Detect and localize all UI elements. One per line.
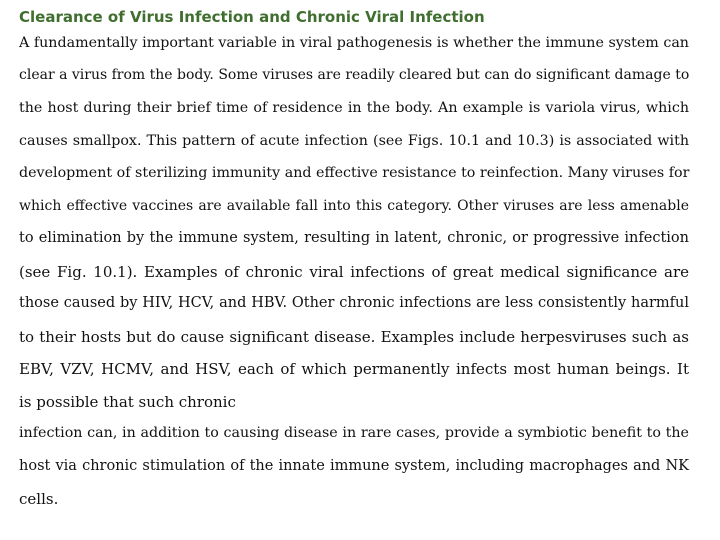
text-line: the host during their brief time of residence in the body. An example is variola virus, which xyxy=(19,100,689,116)
text-line: host via chronic stimulation of the innate immune system, including macrophages and NK xyxy=(19,458,689,474)
text-line: development of sterilizing immunity and effective resistance to reinfection. Many viruses for xyxy=(19,165,690,181)
text-line: infection can, in addition to causing disease in rare cases, provide a symbiotic benefit to the xyxy=(19,425,689,441)
section-heading: Clearance of Virus Infection and Chronic Viral Infection xyxy=(19,8,485,26)
text-line: to elimination by the immune system, resulting in latent, chronic, or progressive infection xyxy=(19,230,689,246)
text-line: cells. xyxy=(19,490,59,508)
text-line: causes smallpox. This pattern of acute infection (see Figs. 10.1 and 10.3) is associated with xyxy=(19,133,689,149)
text-line: EBV, VZV, HCMV, and HSV, each of which permanently infects most human beings. It xyxy=(19,360,689,378)
text-line: A fundamentally important variable in viral pathogenesis is whether the immune system can xyxy=(19,35,689,51)
text-line: (see Fig. 10.1). Examples of chronic viral infections of great medical significance are xyxy=(19,263,689,281)
text-line: clear a virus from the body. Some viruses are readily cleared but can do significant damage to xyxy=(19,67,690,83)
text-line: those caused by HIV, HCV, and HBV. Other chronic infections are less consistently harmful xyxy=(19,295,689,311)
text-line: to their hosts but do cause significant disease. Examples include herpesviruses such as xyxy=(19,328,689,346)
text-line: which effective vaccines are available fall into this category. Other viruses are less amenable xyxy=(19,198,689,214)
text-line: is possible that such chronic xyxy=(19,393,236,411)
